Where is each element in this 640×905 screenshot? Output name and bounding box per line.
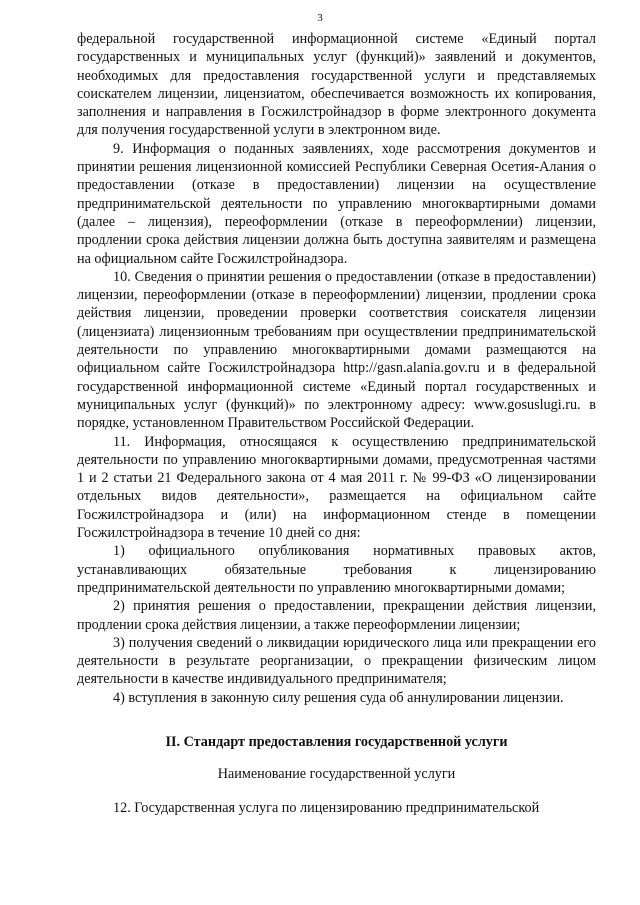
list-item-3: 3) получения сведений о ликвидации юридического лица или прекращении его деятельности в результате реорганизации, о прекращении физическим лицом деятельности в качестве индивидуального предпринимателя; (77, 634, 596, 688)
document-body (77, 30, 596, 817)
list-item-4: 4) вступления в законную силу решения суда об аннулировании лицензии. (113, 689, 564, 706)
paragraph-continuation: федеральной государственной информационной системе «Единый портал государственных и муниципальных услуг (функций)» заявлений и документов, необходимых для предоставления государственной услуги и представляемых соискателем лицензии, лицензиатом, обеспечивается возможность их копирования, заполнения и направления в Госжилстройнадзор в форме электронного документа для получения государственной услуги в электронном виде. (77, 31, 596, 139)
paragraph-9: 9. Информация о поданных заявлениях, ходе рассмотрения документов и принятии решения лицензионной комиссией Республики Северная Осетия-Алания о предоставлении (отказе в предоставлении) лицензии на осуществление предпринимательской деятельности по управлению многоквартирными домами (далее – лицензия), переоформлении (отказе в переоформлении) лицензии, продлении срока действия лицензии должна быть доступна заявителям и размещена на официальном сайте Госжилстройнадзора. (77, 140, 596, 267)
paragraph-12: 12. Государственная услуга по лицензированию предпринимательской (113, 799, 540, 816)
paragraph-11: 11. Информация, относящаяся к осуществлению предпринимательской деятельности по управлению многоквартирными домами, предусмотренная частями 1 и 2 статьи 21 Федерального закона от 4 мая 2011 г. № 99-ФЗ «О лицензировании отдельных видов деятельности», размещается на официальном сайте Госжилстройнадзора и (или) на информационном стенде в помещении Госжилстройнадзора в течение 10 дней со дня: (77, 433, 596, 542)
paragraph-10: 10. Сведения о принятии решения о предоставлении (отказе в предоставлении) лицензии, переоформлении (отказе в переоформлении) лицензии, продлении срока действия лицензии, проведении проверки соответствия соискателя лицензии (лицензиата) лицензионным требованиям при осуществлении предпринимательской деятельности по управлению многоквартирными домами размещаются на официальном сайте Госжилстройнадзора http://gasn.alania.gov.ru и в федеральной государственной информационной системе «Единый портал государственных и муниципальных услуг (функций)» по электронному адресу: www.gosuslugi.ru. в порядке, установленном Правительством Российской Федерации. (77, 268, 596, 432)
list-item-2: 2) принятия решения о предоставлении, прекращении действия лицензии, продлении срока действия лицензии, а также переоформлении лицензии; (77, 598, 596, 633)
section-heading: II. Стандарт предоставления государственной услуги (165, 733, 508, 750)
list-item-1: 1) официального опубликования нормативных правовых актов, устанавливающих обязательные требования к лицензированию предпринимательской деятельности по управлению многоквартирными домами; (77, 543, 596, 596)
subsection-heading: Наименование государственной услуги (217, 766, 456, 783)
page-number: 3 (317, 12, 323, 24)
